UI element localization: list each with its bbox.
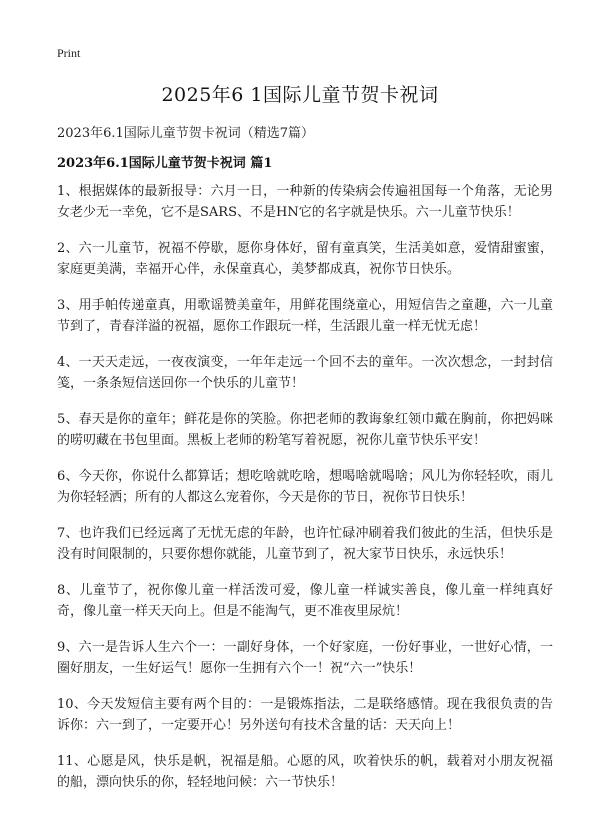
paragraph: 6、今天你，你说什么都算话；想吃啥就吃啥，想喝啥就喝啥；风儿为你轻轻吹，雨儿为你轻轻洒；所有的人都这么宠着你，今天是你的节日，祝你节日快乐！ bbox=[57, 469, 553, 505]
paragraph: 7、也许我们已经远离了无忧无虑的年龄，也许忙碌冲刷着我们彼此的生活，但快乐是没有时间限制的，只要你想你就能，儿童节到了，祝大家节日快乐，永远快乐！ bbox=[57, 526, 553, 562]
paragraph-list bbox=[57, 181, 553, 808]
paragraph: 2、六一儿童节，祝福不停歇，愿你身体好，留有童真笑，生活美如意，爱情甜蜜蜜，家庭更美满，幸福开心伴，永保童真心，美梦都成真，祝你节日快乐。 bbox=[57, 241, 553, 277]
paragraph: 8、儿童节了，祝你像儿童一样活泼可爱，像儿童一样诚实善良，像儿童一样纯真好奇，像儿童一样天天向上。但是不能淘气，更不准夜里尿炕！ bbox=[57, 583, 553, 619]
paragraph: 9、六一是告诉人生六个一：一副好身体，一个好家庭，一份好事业，一世好心情，一圈好朋友，一生好运气！愿你一生拥有六个一！祝“六一”快乐！ bbox=[57, 640, 553, 676]
paragraph: 10、今天发短信主要有两个目的：一是锻炼指法，二是联络感情。现在我很负责的告诉你：六一到了，一定要开心！另外送句有技术含量的话：天天向上！ bbox=[57, 697, 553, 733]
paragraph: 4、一天天走远，一夜夜演变，一年年走远一个回不去的童年。一次次想念，一封封信笺，一条条短信送回你一个快乐的儿童节！ bbox=[57, 355, 553, 391]
section-heading: 2023年6.1国际儿童节贺卡祝词 篇1 bbox=[57, 156, 273, 171]
document-subtitle: 2023年6.1国际儿童节贺卡祝词（精选7篇） bbox=[57, 126, 315, 141]
print-label: Print bbox=[57, 46, 81, 60]
paragraph: 5、春天是你的童年；鲜花是你的笑脸。你把老师的教诲象红领巾戴在胸前，你把妈咪的唠叨藏在书包里面。黑板上老师的粉笔写着祝愿，祝你儿童节快乐平安！ bbox=[57, 412, 553, 448]
document-title: 2025年6 1国际儿童节贺卡祝词 bbox=[161, 84, 439, 106]
paragraph: 1、根据媒体的最新报导：六月一日，一种新的传染病会传遍祖国每一个角落，无论男女老少无一幸免，它不是SARS、不是HN它的名字就是快乐。六一儿童节快乐！ bbox=[57, 184, 553, 220]
paragraph: 11、心愿是风，快乐是帆，祝福是船。心愿的风，吹着快乐的帆，载着对小朋友祝福的船，漂向快乐的你，轻轻地问候：六一节快乐！ bbox=[57, 754, 553, 790]
paragraph: 3、用手帕传递童真，用歌谣赞美童年，用鲜花围绕童心，用短信告之童趣，六一儿童节到了，青春洋溢的祝福，愿你工作跟玩一样，生活跟儿童一样无忧无虑！ bbox=[57, 298, 553, 334]
